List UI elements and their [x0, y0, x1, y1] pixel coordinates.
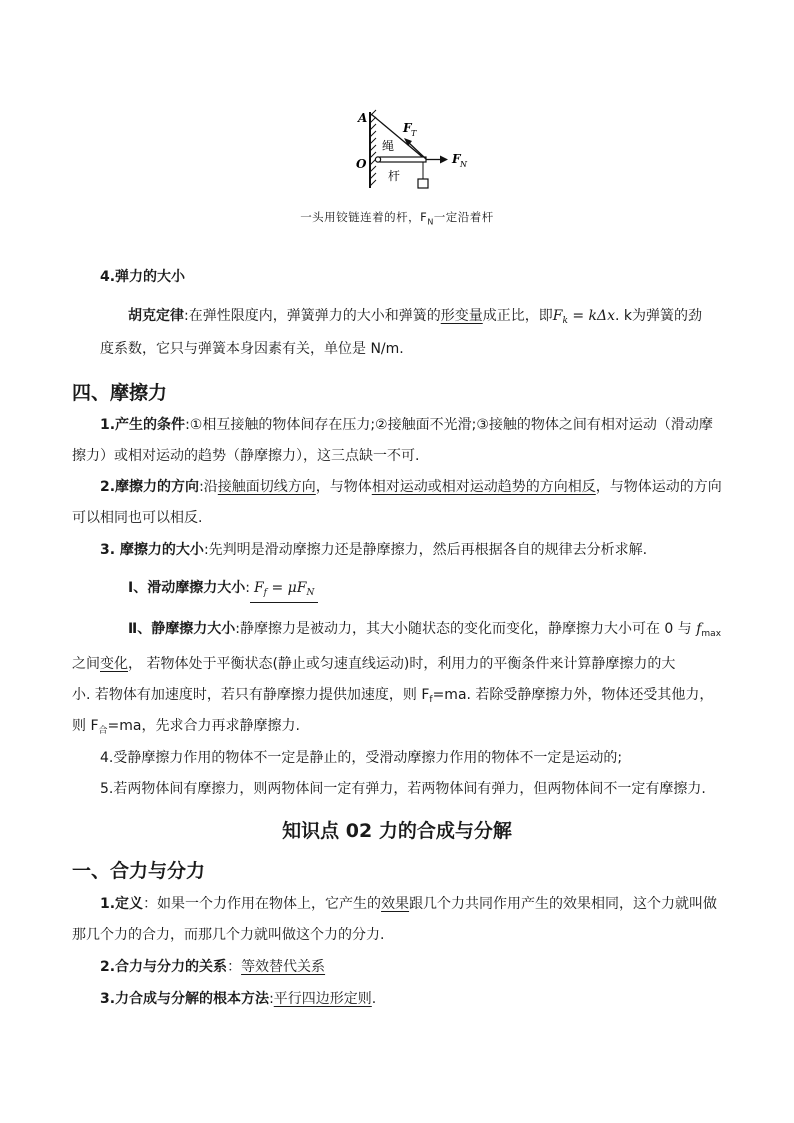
resultant-force-heading: 一、合力与分力 — [72, 860, 206, 882]
label-rod: 杆 — [388, 169, 401, 183]
rope-rod-figure — [340, 100, 480, 195]
weight-block — [418, 179, 428, 188]
friction-point-4: 4.受静摩擦力作用的物体不一定是静止的，受滑动摩擦力作用的物体不一定是运动的; — [100, 750, 623, 766]
definition-line2: 那几个力的合力，而那几个力就叫做这个力的分力. — [72, 927, 385, 943]
label-ft: F — [403, 121, 412, 135]
friction-direction-line2: 可以相同也可以相反. — [72, 510, 203, 526]
relation-line: 2.合力与分力的关系：等效替代关系 — [100, 959, 326, 975]
friction-direction-line1: 2.摩擦力的方向:沿接触面切线方向，与物体相对运动或相对运动趋势的方向相反，与物体运动的方向 — [100, 479, 722, 495]
rod — [380, 157, 426, 162]
static-friction-line2: 之间变化， 若物体处于平衡状态(静止或匀速直线运动)时，利用力的平衡条件来计算静摩擦力的大 — [72, 656, 676, 672]
static-friction-line4: 则 $F_合=ma$，先求合力再求静摩擦力. — [72, 718, 300, 736]
static-friction-line1: Ⅱ、静摩擦力大小:静摩擦力是被动力，其大小随状态的变化而变化，静摩擦力大小可在 0 与 $f_{max}$ — [128, 621, 722, 639]
friction-point-5: 5.若两物体间有摩擦力，则两物体间一定有弹力，若两物体间有弹力，但两物体间不一定有摩擦力. — [100, 781, 706, 797]
label-fn: F — [452, 152, 461, 166]
friction-heading: 四、摩擦力 — [72, 382, 168, 404]
sliding-friction-line: Ⅰ、滑动摩擦力大小: $F_f = \mu F_N$ — [128, 579, 722, 603]
label-o: O — [356, 157, 367, 171]
elastic-force-heading: 4.弹力的大小 — [100, 269, 186, 285]
friction-magnitude-line: 3. 摩擦力的大小:先判明是滑动摩擦力还是静摩擦力，然后再根据各自的规律去分析求解. — [100, 542, 648, 558]
label-fn-sub: N — [460, 160, 467, 169]
definition-line1: 1.定义：如果一个力作用在物体上，它产生的效果跟几个力共同作用产生的效果相同，这个力就叫做 — [100, 896, 718, 912]
sliding-friction-formula: $F_f = \mu F_N$ — [250, 579, 318, 603]
knowledge-point-title: 知识点 02 力的合成与分解 — [282, 820, 512, 842]
friction-cond-line1: 1.产生的条件:①相互接触的物体间存在压力;②接触面不光滑;③接触的物体之间有相对运动（滑动摩 — [100, 417, 713, 433]
method-line: 3.力合成与分解的根本方法:平行四边形定则. — [100, 991, 377, 1007]
rope-rod-diagram — [340, 100, 480, 195]
label-rope: 绳 — [382, 139, 395, 153]
friction-cond-line2: 擦力）或相对运动的趋势（静摩擦力），这三点缺一不可. — [72, 448, 420, 464]
static-friction-line3: 小. 若物体有加速度时，若只有静摩擦力提供加速度，则 $F_f=ma$. 若除受静摩擦力外，物体还受其他力， — [72, 687, 714, 705]
hinge-icon — [375, 157, 380, 162]
label-ft-sub: T — [411, 129, 417, 138]
hooke-law-line2: 度系数，它只与弹簧本身因素有关，单位是 N/m. — [100, 341, 404, 357]
rope-line — [371, 114, 426, 160]
fn-arrowhead — [440, 156, 448, 164]
figure-caption: 一头用铰链连着的杆，$F_N$一定沿着杆 — [300, 210, 494, 227]
hooke-law-line1: 胡克定律:在弹性限度内，弹簧弹力的大小和弹簧的形变量成正比，即$F_k = k\Delta x$. k为弹簧的劲 — [128, 308, 703, 326]
label-a: A — [358, 111, 368, 125]
